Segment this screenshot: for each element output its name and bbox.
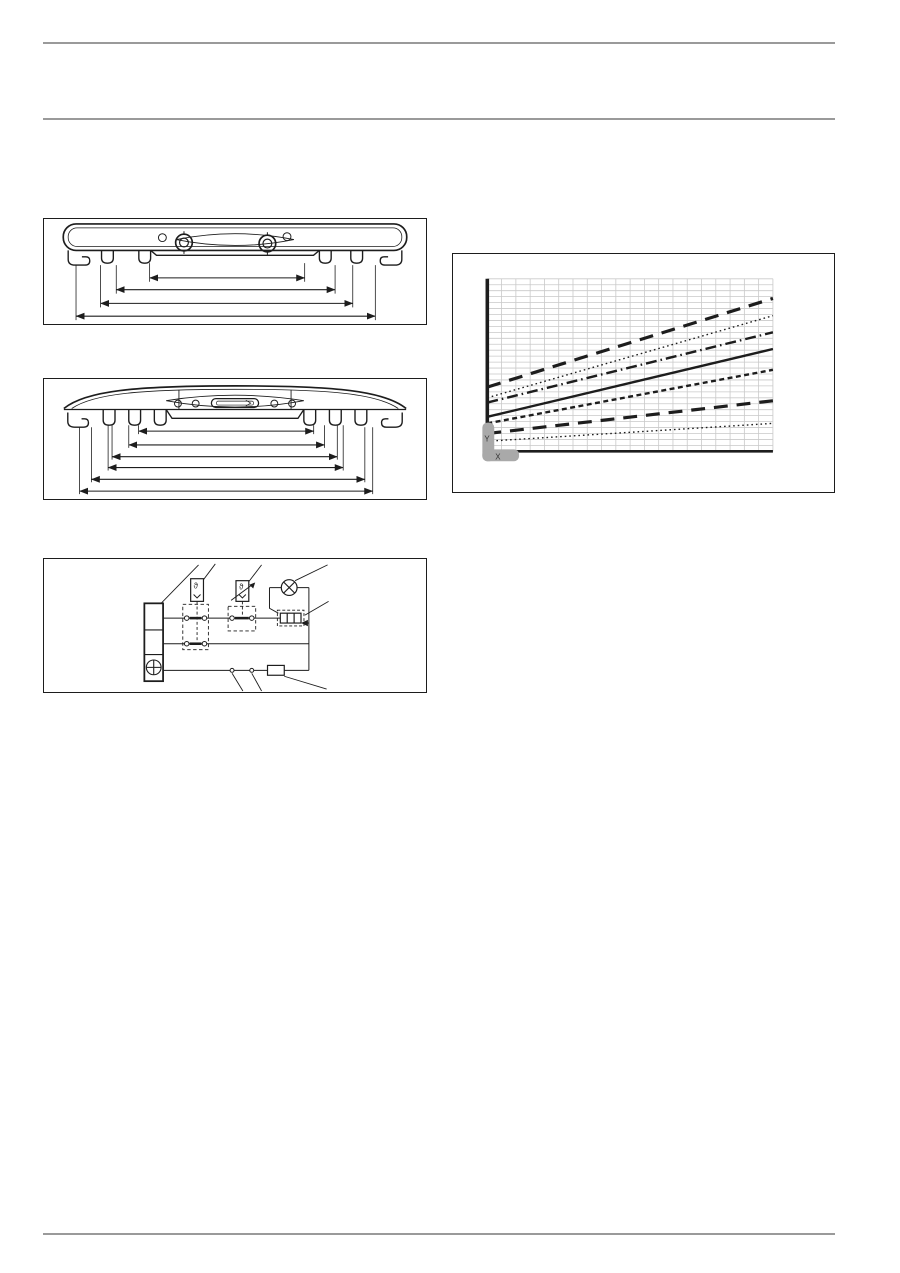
figure-chart	[452, 253, 835, 493]
figure-bracket-1	[43, 218, 427, 325]
resistor	[268, 665, 285, 675]
mounting-bracket-drawing-2	[44, 379, 426, 499]
earth-ground-icon	[146, 660, 161, 675]
wire-arrowhead	[301, 620, 308, 626]
switch-contact	[184, 641, 206, 646]
switch-contact	[184, 616, 206, 621]
center-slot	[211, 399, 258, 408]
header-rule-top	[43, 42, 835, 44]
figure-bracket-2	[43, 378, 427, 500]
wiring-diagram	[44, 559, 426, 692]
footer-rule	[43, 1233, 835, 1235]
x-axis-label: X	[495, 452, 501, 462]
connector-block	[277, 610, 304, 626]
y-axis-label: Y	[484, 434, 490, 444]
mounting-bracket-drawing-1	[44, 219, 426, 324]
lamp-icon	[281, 580, 297, 596]
witness-lines	[80, 425, 373, 494]
figure-wiring-diagram	[43, 558, 427, 693]
x-axis-pill	[482, 449, 519, 461]
witness-lines	[76, 263, 375, 320]
thermostat-symbol-glyph: ϑ	[238, 582, 244, 592]
dimension-lines	[76, 278, 375, 316]
dimension-lines	[80, 431, 373, 491]
leader-lines	[161, 564, 328, 691]
switch-contact	[230, 616, 254, 621]
header-rule-bottom	[43, 118, 835, 120]
bracket-hooks	[68, 409, 402, 427]
performance-graph	[453, 254, 834, 492]
bracket-hooks	[68, 250, 402, 265]
switch-box-1	[183, 604, 209, 649]
thermostat-symbol-glyph: ϑ	[193, 581, 198, 591]
thermostat-adjustable	[231, 581, 255, 616]
switch-box-2	[228, 606, 256, 631]
bracket-body	[64, 386, 406, 410]
bracket-body	[63, 224, 406, 250]
thermostat-fixed	[191, 579, 204, 642]
